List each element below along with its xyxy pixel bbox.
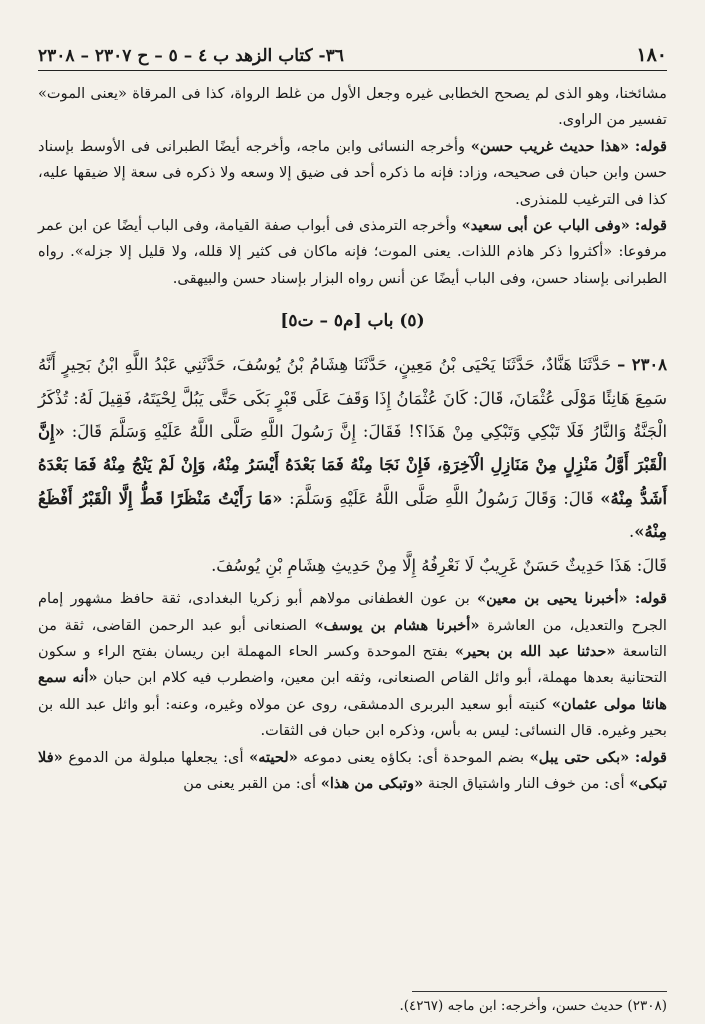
commentary-text: كنيته أبو سعيد البربرى الدمشقى، روى عن مولاه وغيره، وعنه: أبو وائل عبد الله بن بحير وغيره. قال النسائى: ليس به بأس، وذكره ابن حبان فى الثقات.	[38, 695, 667, 740]
page-body	[38, 81, 667, 797]
commentary-text: بضم الموحدة أى: بكاؤه يعنى دموعه	[303, 748, 525, 766]
hadith-continuation: قَالَ: وَقَالَ رَسُولُ اللَّهِ صَلَّى اللَّهُ عَلَيْهِ وَسَلَّمَ:	[289, 488, 594, 508]
commentary-text: أى: من القبر يعنى من	[183, 774, 317, 792]
hadith-end: .	[629, 522, 635, 542]
hadith-quote: «مَا رَأَيْتُ مَنْظَرًا قَطُّ إِلَّا الْقَبْرُ أَفْظَعُ مِنْهُ»	[38, 488, 667, 542]
running-title: ٣٦- كتاب الزهد ب ٤ – ٥ – ح ٢٣٠٧ – ٢٣٠٨	[38, 46, 344, 66]
hadith-grading: قَالَ: هَذَا حَدِيثٌ حَسَنٌ غَرِيبٌ لَا نَعْرِفُهُ إِلَّا مِنْ حَدِيثِ هِشَامِ بْنِ يُوسُفَ.	[211, 555, 667, 575]
commentary-quote: «بكى حتى يبل»	[529, 748, 630, 766]
commentary-quote: «وفى الباب عن أبى سعيد»	[461, 217, 630, 235]
hadith-text	[38, 348, 667, 548]
chapter-heading: (٥) باب [م٥ – ت٥]	[280, 311, 425, 332]
commentary-paragraph	[38, 586, 667, 744]
commentary-text: وأخرجه الترمذى فى أبواب صفة القيامة، وفى الباب أيضًا عن ابن عمر مرفوعا: «أكثروا ذكر هاذم اللذات. يعنى الموت؛ فإنه ماكان فى كثير إلا قلله، ولا قليل إلا جزله». رواه الطبرانى بإسناد حسن، وفى الباب أيضًا عن أنس رواه البزار بإسناد حسن والبيهقى.	[38, 217, 667, 287]
hadith-number: ٢٣٠٨ –	[617, 355, 667, 375]
commentary-quote: «أنه سمع هانئا مولى عثمان»	[38, 669, 667, 713]
commentary-label: قوله:	[634, 137, 668, 155]
commentary-paragraph	[38, 134, 667, 213]
commentary-quote: «حدثنا عبد الله بن بحير»	[454, 642, 616, 660]
hadith-chain: حَدَّثَنَا هَنَّادٌ، حَدَّثَنَا يَحْيَى بْنُ مَعِينٍ، حَدَّثَنَا هِشَامُ بْنُ يُوسُفَ، حَدَّثَنِي عَبْدُ اللَّهِ ابْنُ بَحِيرٍ أَنَّهُ سَمِعَ هَانِئًا مَوْلَى عُثْمَانَ، قَالَ: كَانَ عُثْمَانُ إِذَا وَقَفَ عَلَى قَبْرٍ بَكَى حَتَّى يَبُلَّ لِحْيَتَهُ، فَقِيلَ لَهُ: تُذْكَرُ الْجَنَّةُ وَالنَّارُ فَلَا تَبْكِي وَتَبْكِي مِنْ هَذَا؟! فَقَالَ: إِنَّ رَسُولَ اللَّهِ صَلَّى اللَّهُ عَلَيْهِ وَسَلَّمَ قَالَ:	[38, 355, 668, 442]
commentary-label: قوله:	[634, 748, 668, 766]
commentary-text: وأخرجه النسائى وابن ماجه، وأخرجه أيضًا الطبرانى فى الأوسط بإسناد حسن وابن حبان فى صحيحه، وزاد: فإنه ما ذكره أحد فى ضيق إلا وسعه ولا ذكره فى سعة إلا ضيقها عليه، كذا فى الترغيب للمنذرى.	[38, 137, 667, 208]
commentary-text: أى: من خوف النار واشتياق الجنة	[427, 774, 625, 792]
commentary-text: بفتح الموحدة وكسر الحاء المهملة ابن ريسان بفتح الراء و سكون التحتانية بعدها مهملة، أبو وائل القاص الصنعانى، وثقه ابن معين، واضطرب فيه كلام ابن حبان	[38, 642, 668, 687]
commentary-quote: «لحيته»	[249, 748, 298, 766]
commentary-text: بن عون الغطفانى مولاهم أبو زكريا البغدادى، ثقة حافظ مشهور إمام الجرح والتعديل، من العاشرة	[38, 590, 667, 634]
commentary-quote: «أخبرنا يحيى بن معين»	[477, 590, 628, 608]
commentary-paragraph	[38, 213, 667, 292]
commentary-text: مشائخنا، وهو الذى لم يصحح الخطابى غيره وجعل الأول من غلط الرواة، كذا فى المرقاة «يعنى الموت» تفسير من الراوى.	[38, 85, 667, 129]
commentary-quote: «وتبكى من هذا»	[320, 774, 424, 792]
page-header	[38, 38, 667, 71]
footnote: (٢٣٠٨) حديث حسن، وأخرجه: ابن ماجه (٤٢٦٧).	[399, 998, 667, 1014]
commentary-text: أى: يجعلها مبلولة من الدموع	[68, 748, 244, 766]
commentary-quote: «فلا تبكى»	[38, 748, 667, 792]
hadith-quote: «إِنَّ الْقَبْرَ أَوَّلُ مَنْزِلٍ مِنْ مَنَازِلِ الْآخِرَةِ، فَإِنْ نَجَا مِنْهُ فَمَا بَعْدَهُ أَيْسَرُ مِنْهُ، وَإِنْ لَمْ يَنْجُ مِنْهُ فَمَا بَعْدَهُ أَشَدُّ مِنْهُ»	[38, 422, 667, 508]
commentary-quote: «أخبرنا هشام بن يوسف»	[314, 616, 480, 634]
commentary-paragraph	[38, 745, 667, 798]
commentary-paragraph	[38, 81, 667, 134]
commentary-label: قوله:	[634, 590, 668, 608]
commentary-label: قوله:	[634, 217, 668, 235]
commentary-quote: «هذا حديث غريب حسن»	[470, 137, 630, 155]
commentary-text: الصنعانى أبو عبد الرحمن القاضى، ثقة من التاسعة	[38, 616, 667, 660]
page-number: ١٨٠	[636, 44, 667, 66]
footnote-divider	[412, 991, 667, 992]
